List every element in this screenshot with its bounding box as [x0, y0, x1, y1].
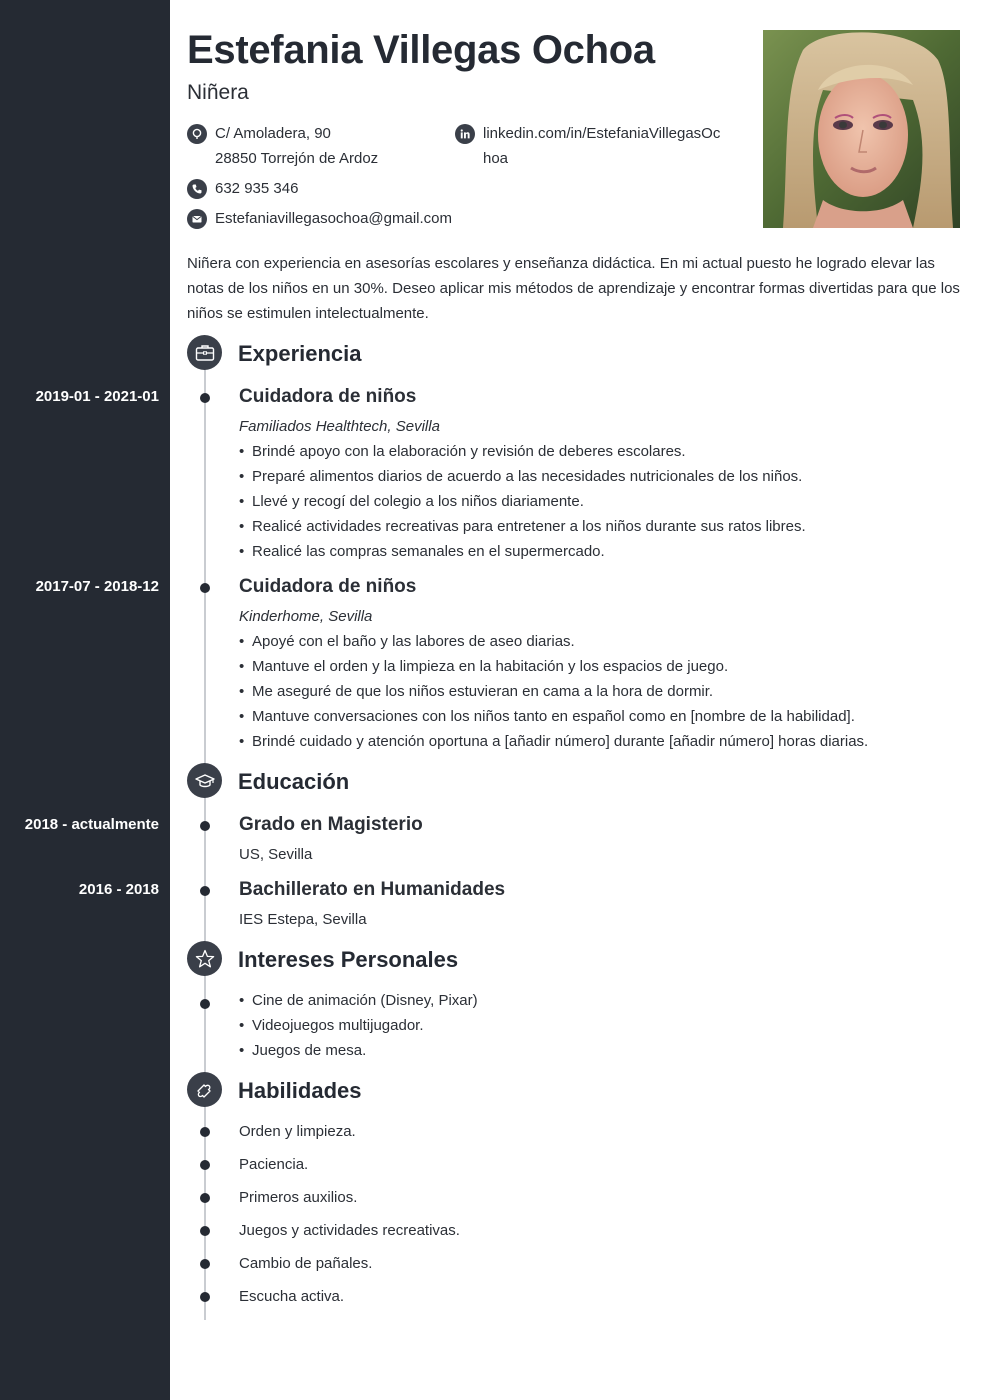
- timeline-dot: [200, 393, 210, 403]
- timeline-dot: [200, 1160, 210, 1170]
- job-title-headline: Niñera: [187, 81, 249, 104]
- list-item: • Cine de animación (Disney, Pixar): [239, 988, 478, 1013]
- skill-item: Cambio de pañales.: [239, 1255, 373, 1272]
- skill-item: Escucha activa.: [239, 1288, 345, 1305]
- timeline-dot: [200, 583, 210, 593]
- education-heading: Educación: [238, 769, 350, 794]
- address-line-1: C/ Amoladera, 90: [215, 125, 331, 142]
- list-item: • Apoyé con el baño y las labores de aseo diarias.: [239, 629, 868, 654]
- list-item: • Brindé apoyo con la elaboración y revisión de deberes escolares.: [239, 439, 806, 464]
- job-duties-2: [239, 629, 868, 754]
- interests-heading: Intereses Personales: [238, 947, 459, 972]
- experience-date-1: 2019-01 - 2021-01: [35, 388, 159, 405]
- phone-icon: [187, 179, 207, 199]
- timeline-dot: [200, 1259, 210, 1269]
- timeline-line: [204, 352, 206, 1320]
- interests-list: [239, 988, 478, 1063]
- timeline-dot: [200, 1226, 210, 1236]
- address-line-2: 28850 Torrejón de Ardoz: [215, 150, 379, 167]
- list-item: • Mantuve el orden y la limpieza en la habitación y los espacios de juego.: [239, 654, 868, 679]
- graduation-cap-icon: [187, 763, 222, 798]
- location-pin-icon: [187, 124, 207, 144]
- profile-photo: [763, 30, 960, 228]
- skills-heading: Habilidades: [238, 1078, 362, 1103]
- email-address[interactable]: Estefaniavillegasochoa@gmail.com: [215, 210, 453, 227]
- list-item: • Preparé alimentos diarios de acuerdo a las necesidades nutricionales de los niños.: [239, 464, 806, 489]
- envelope-icon: [187, 209, 207, 229]
- list-item: • Videojuegos multijugador.: [239, 1013, 478, 1038]
- timeline-dot: [200, 1292, 210, 1302]
- star-icon: [187, 941, 222, 976]
- education-title-2: Bachillerato en Humanidades: [239, 879, 506, 900]
- education-date-2: 2016 - 2018: [78, 881, 159, 898]
- timeline-dot: [200, 821, 210, 831]
- left-sidebar: [0, 0, 170, 1400]
- skill-item: Juegos y actividades recreativas.: [239, 1222, 460, 1239]
- timeline-dot: [200, 886, 210, 896]
- list-item: • Mantuve conversaciones con los niños tanto en español como en [nombre de la habilidad].: [239, 704, 868, 729]
- linkedin-url-line-2[interactable]: hoa: [483, 150, 509, 167]
- education-place-2: IES Estepa, Sevilla: [239, 911, 367, 928]
- phone-number[interactable]: 632 935 346: [215, 180, 299, 197]
- briefcase-icon: [187, 335, 222, 370]
- timeline-dot: [200, 1127, 210, 1137]
- skill-item: Primeros auxilios.: [239, 1189, 358, 1206]
- education-date-1: 2018 - actualmente: [24, 816, 159, 833]
- skill-item: Paciencia.: [239, 1156, 309, 1173]
- experience-heading: Experiencia: [238, 341, 362, 366]
- puzzle-piece-icon: [187, 1072, 222, 1107]
- education-place-1: US, Sevilla: [239, 846, 313, 863]
- timeline-dot: [200, 1193, 210, 1203]
- education-title-1: Grado en Magisterio: [239, 814, 423, 835]
- job-company-1: Familiados Healthtech, Sevilla: [239, 418, 440, 435]
- list-item: • Brindé cuidado y atención oportuna a [añadir número] durante [añadir número] horas diarias.: [239, 729, 868, 754]
- candidate-name: Estefania Villegas Ochoa: [187, 28, 655, 72]
- job-title-1: Cuidadora de niños: [239, 386, 417, 407]
- contact-phone: [187, 176, 298, 201]
- list-item: • Llevé y recogí del colegio a los niños diariamente.: [239, 489, 806, 514]
- list-item: • Realicé las compras semanales en el supermercado.: [239, 539, 806, 564]
- contact-linkedin: [455, 121, 720, 171]
- experience-date-2: 2017-07 - 2018-12: [35, 578, 159, 595]
- job-company-2: Kinderhome, Sevilla: [239, 608, 373, 625]
- list-item: • Me aseguré de que los niños estuvieran en cama a la hora de dormir.: [239, 679, 868, 704]
- skill-item: Orden y limpieza.: [239, 1123, 356, 1140]
- linkedin-icon: [455, 124, 475, 144]
- contact-email: [187, 206, 452, 231]
- job-title-2: Cuidadora de niños: [239, 576, 417, 597]
- list-item: • Realicé actividades recreativas para entretener a los niños durante sus ratos libres.: [239, 514, 806, 539]
- timeline-dot: [200, 999, 210, 1009]
- contact-address: [187, 121, 378, 171]
- job-duties-1: [239, 439, 806, 564]
- list-item: • Juegos de mesa.: [239, 1038, 478, 1063]
- profile-summary: Niñera con experiencia en asesorías escolares y enseñanza didáctica. En mi actual puesto he logrado elevar las notas de los niños en un 30%. Deseo aplicar mis métodos de aprendizaje y encontrar formas divertidas para que los niños se estimulen intelectualmente.: [187, 255, 960, 322]
- linkedin-url-line-1[interactable]: linkedin.com/in/EstefaniaVillegasOc: [483, 125, 721, 142]
